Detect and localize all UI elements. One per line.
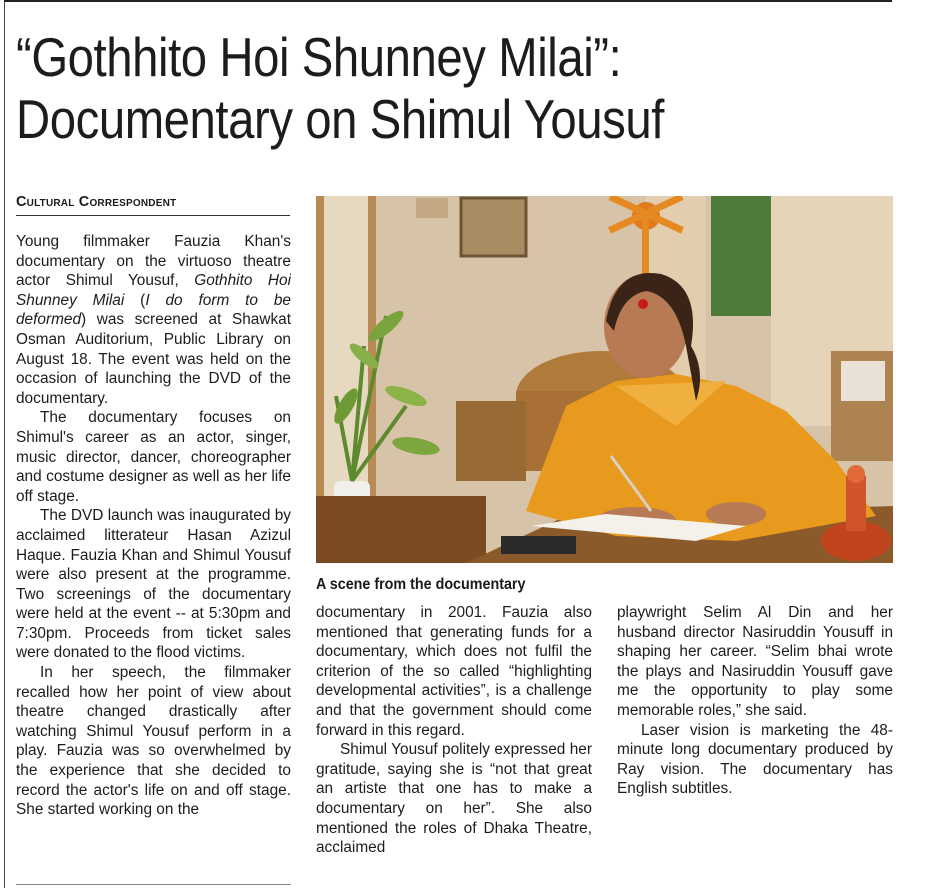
paragraph: The documentary focuses on Shimul's career as an actor, singer, music director, dancer, choreographer and costume designer as well as her life off stage. <box>16 409 291 505</box>
bottom-rule <box>16 884 291 885</box>
paragraph: documentary in 2001. Fauzia also mentioned that generating funds for a documentary, which does not fulfil the criterion of the so called “highlighting developmental activities”, is a challenge and that the government should come forward in this regard. <box>316 604 592 739</box>
photo-caption: A scene from the documentary <box>316 576 526 593</box>
paragraph: In her speech, the filmmaker recalled how her point of view about theatre changed drastically after watching Shimul Yousuf perform in a play. Fauzia was so overwhelmed by the experience that she decided to record the actor's life on and off stage. She started working on the <box>16 664 291 819</box>
headline-line-1: “Gothhito Hoi Shunney Milai”: <box>16 26 622 88</box>
italic-title: I do form to be deformed <box>16 291 291 329</box>
headline <box>16 26 790 150</box>
top-border-rule <box>4 0 892 2</box>
photo-illustration <box>316 196 893 563</box>
wall-painting <box>461 198 526 256</box>
text-run: ( <box>124 291 146 309</box>
paragraph <box>16 232 291 408</box>
paragraph: playwright Selim Al Din and her husband director Nasiruddin Yousuff in shaping her career. “Selim bhai wrote the plays and Nasiruddin Yousuff gave me the opportunity to play some memorable roles,” she said. <box>617 604 893 719</box>
article-column-3 <box>617 603 893 885</box>
book-stack <box>501 536 576 554</box>
byline: Cultural Correspondent <box>16 194 290 216</box>
paragraph: Shimul Yousuf politely expressed her gratitude, saying she is “not that great an artiste that one has to make a documentary on her”. She also mentioned the roles of Dhaka Theatre, acclaimed <box>316 741 592 857</box>
headline-line-2: Documentary on Shimul Yousuf <box>16 88 664 150</box>
article-column-2 <box>316 603 592 885</box>
side-table <box>316 496 486 563</box>
italic-title: Gothhito Hoi Shunney Milai <box>16 272 291 309</box>
chair-cushion <box>841 361 885 401</box>
left-column-rule <box>4 2 5 888</box>
paragraph: The DVD launch was inaugurated by acclaimed litterateur Hasan Azizul Haque. Fauzia Khan and Shimul Yousuf were also present at the programme. Two screenings of the documentary were held at the event -- at 5:30pm and 7:30pm. Proceeds from ticket sales were donated to the flood victims. <box>16 507 291 662</box>
paragraph: Laser vision is marketing the 48-minute long documentary produced by Ray vision. The documentary has English subtitles. <box>617 721 893 798</box>
side-basket <box>456 401 526 481</box>
small-frame <box>416 198 448 218</box>
window-greenery <box>711 196 771 316</box>
documentary-photo <box>316 196 893 563</box>
article-column-1 <box>16 232 291 882</box>
text-run: Young filmmaker Fauzia Khan's documentary on the virtuoso theatre actor Shimul Yousuf, <box>16 233 291 290</box>
text-run: ) was screened at Shawkat Osman Auditorium, Public Library on August 18. The event was held on the occasion of launching the DVD of the documentary. <box>16 311 291 407</box>
